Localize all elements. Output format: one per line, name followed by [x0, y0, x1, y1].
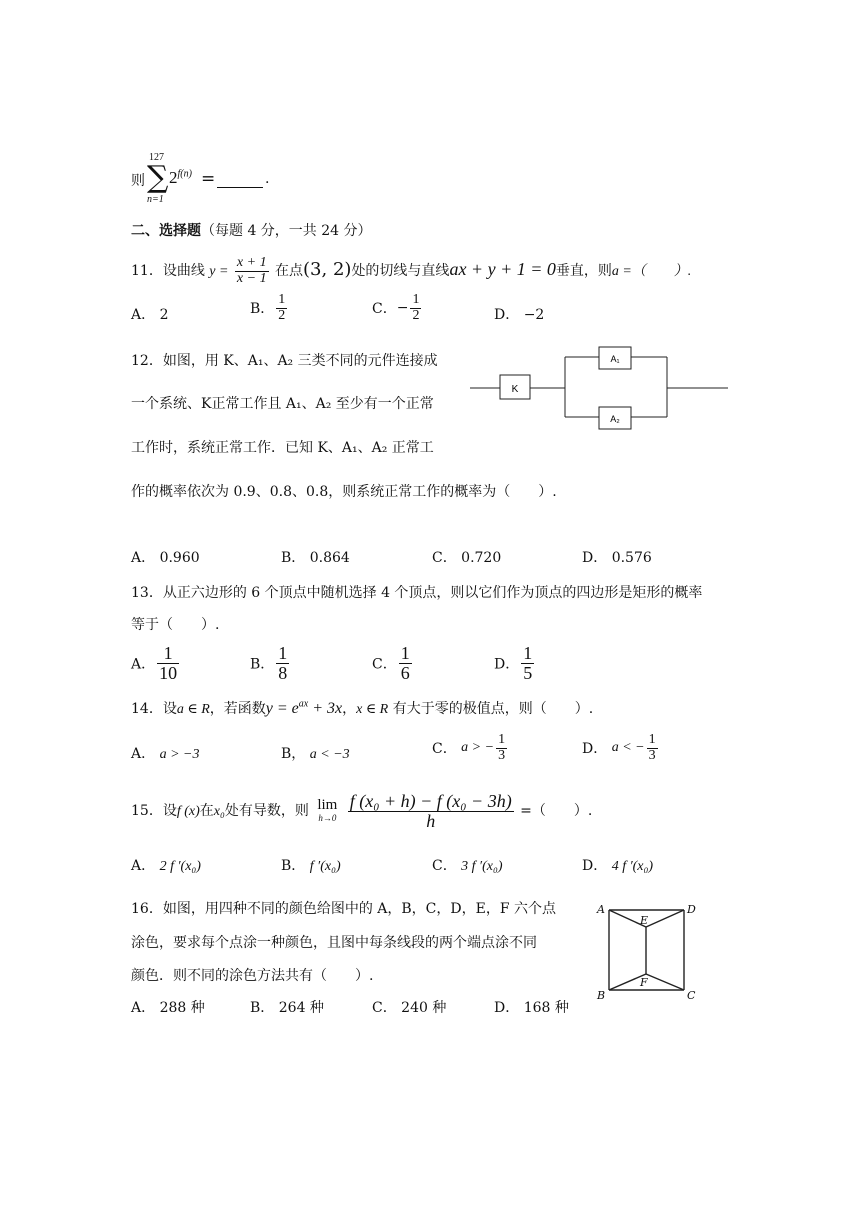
- question-15: [131, 786, 592, 836]
- q15-p2: 在: [199, 803, 214, 819]
- sum-sigma: ∑: [147, 160, 169, 195]
- sum-upper: 127: [149, 152, 164, 163]
- q16-option-d[interactable]: D． 168 种: [494, 1000, 569, 1016]
- q16-option-a[interactable]: A． 288 种: [131, 1000, 205, 1016]
- section-heading: [131, 220, 372, 240]
- q11-option-a[interactable]: A． 2: [131, 307, 169, 323]
- vertex-c-label: C: [687, 989, 696, 1002]
- q14-xR: x ∈ R: [356, 702, 389, 717]
- q12-option-d[interactable]: D． 0.576: [582, 550, 652, 566]
- q11-point: (3, 2): [303, 259, 352, 280]
- q16-line-3: 颜色．则不同的涂色方法共有（ ）.: [131, 968, 374, 984]
- section-title: 二、选择题: [131, 223, 201, 239]
- a2-component-label: A₂: [610, 414, 620, 424]
- q14-option-c[interactable]: C． a > − $\frac{1}{3}$: [432, 732, 506, 763]
- q15-limit: lim h→0: [317, 797, 338, 824]
- vertex-a-label: A: [597, 903, 605, 916]
- k-component-label: K: [511, 384, 519, 395]
- q12-line-4: 作的概率依次为 0.9、0.8、0.8，则系统正常工作的概率为（ ）.: [131, 484, 557, 500]
- q11-mid2: 处的切线与直线: [351, 263, 450, 279]
- sum-lower: n=1: [147, 194, 164, 205]
- q12-line-1: 12．如图，用 K、A₁、A₂ 三类不同的元件连接成: [131, 353, 438, 369]
- q11-mid: 在点: [275, 263, 304, 279]
- sum-equals: =: [201, 169, 216, 189]
- q15-fraction: $\frac{\text{f (x₀ + h) − f (x₀ − 3h)}}{h}$: [349, 790, 512, 831]
- q11-fraction: $\frac{x + 1}{x - 1}$: [236, 254, 267, 286]
- q14-option-b[interactable]: B， a < −3: [281, 746, 350, 762]
- q14-aR: a ∈ R: [176, 702, 210, 717]
- prev-prefix: 则: [131, 173, 145, 189]
- q14-option-a[interactable]: A． a > −3: [131, 746, 200, 762]
- q15-p1: 15．设: [131, 803, 177, 819]
- question-14: [131, 698, 593, 718]
- q12-option-a[interactable]: A． 0.960: [131, 550, 200, 566]
- q13-option-b[interactable]: B． $\frac{1}{8}$: [250, 643, 288, 683]
- q16-option-b[interactable]: B． 264 种: [250, 1000, 324, 1016]
- prev-tail-dot: .: [265, 171, 270, 187]
- q15-option-b[interactable]: B． f ′(x₀): [281, 858, 341, 874]
- q11-num: 11．设曲线: [131, 263, 205, 279]
- q15-option-a[interactable]: A． 2 f ′(x₀): [131, 858, 201, 874]
- q13-option-c[interactable]: C． $\frac{1}{6}$: [372, 643, 410, 683]
- q14-p3: ，: [342, 701, 357, 717]
- q11-option-d[interactable]: D． −2: [494, 307, 545, 323]
- section-note: （每题 4 分，一共 24 分）: [201, 223, 372, 239]
- q15-p3: 处有导数，则: [224, 803, 309, 819]
- q15-option-c[interactable]: C． 3 f ′(x₀): [432, 858, 503, 874]
- q13-line-1: 13．从正六边形的 6 个顶点中随机选择 4 个顶点，则以它们作为顶点的四边形是矩形的概率: [131, 585, 703, 601]
- q11-ask: a =（ ）.: [611, 264, 692, 279]
- q15-x0: x₀: [213, 804, 225, 819]
- q12-option-b[interactable]: B． 0.864: [281, 550, 350, 566]
- vertex-f-label: F: [640, 976, 648, 989]
- q16-option-c[interactable]: C． 240 种: [372, 1000, 447, 1016]
- q12-line-2: 一个系统、K正常工作且 A₁、A₂ 至少有一个正常: [131, 396, 434, 412]
- q11-option-c[interactable]: C．− $\frac{1}{2}$: [372, 292, 420, 323]
- q12-circuit-diagram: [470, 345, 730, 430]
- question-11: [131, 249, 691, 289]
- answer-blank[interactable]: [217, 173, 263, 188]
- vertex-b-label: B: [597, 989, 606, 1002]
- q11-end: 垂直，则: [555, 263, 612, 279]
- q14-p1: 14．设: [131, 701, 177, 717]
- q14-function: $y = e^{ax} + 3x$: [265, 698, 343, 717]
- a1-component-label: A₁: [610, 354, 620, 364]
- q11-line: ax + y + 1 = 0: [449, 259, 556, 279]
- sum-expr: $2^{f(n)}$: [169, 168, 192, 187]
- q14-p4: 有大于零的极值点，则（ ）.: [392, 701, 594, 717]
- q14-option-d[interactable]: D． a < − $\frac{1}{3}$: [582, 732, 656, 763]
- q15-option-d[interactable]: D． 4 f ′(x₀): [582, 858, 654, 874]
- q16-line-2: 涂色，要求每个点涂一种颜色，且图中每条线段的两个端点涂不同: [131, 935, 537, 951]
- vertex-d-label: D: [687, 903, 696, 916]
- q11-option-b[interactable]: B． $\frac{1}{2}$: [250, 292, 286, 323]
- q13-line-2: 等于（ ）.: [131, 617, 220, 633]
- vertex-e-label: E: [640, 914, 649, 927]
- q15-end: =（ ）.: [520, 803, 593, 819]
- q11-y: y =: [209, 264, 229, 279]
- q16-graph-diagram: [596, 900, 706, 1005]
- q14-p2: ，若函数: [209, 701, 266, 717]
- q15-fx: f (x): [176, 804, 200, 819]
- q12-option-c[interactable]: C． 0.720: [432, 550, 502, 566]
- q12-line-3: 工作时，系统正常工作．已知 K、A₁、A₂ 正常工: [131, 440, 434, 456]
- q16-line-1: 16．如图，用四种不同的颜色给图中的 A，B，C，D，E，F 六个点: [131, 901, 556, 917]
- q13-option-d[interactable]: D． $\frac{1}{5}$: [494, 643, 533, 683]
- q13-option-a[interactable]: A． $\frac{1}{10}$: [131, 643, 178, 683]
